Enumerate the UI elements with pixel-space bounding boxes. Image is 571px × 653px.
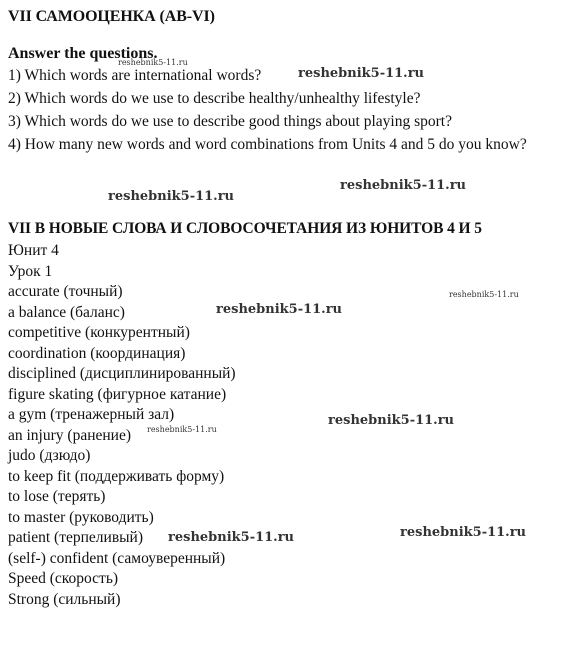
watermark: reshebnik5-11.ru xyxy=(340,178,467,193)
vocab-item: (self-) confident (самоуверенный) xyxy=(8,549,226,567)
questions-block xyxy=(8,44,564,156)
lesson-label: Урок 1 xyxy=(8,262,53,280)
unit-label: Юнит 4 xyxy=(8,242,59,259)
watermark: reshebnik5-11.ru xyxy=(147,425,217,434)
watermark: reshebnik5-11.ru xyxy=(168,530,295,545)
questions-title: Answer the questions. xyxy=(8,45,158,62)
watermark: reshebnik5-11.ru xyxy=(449,290,519,299)
vocab-item: a gym (тренажерный зал) xyxy=(8,406,175,423)
vocab-item: Strong (сильный) xyxy=(8,590,121,608)
question-3: 3) Which words do we use to describe good things about playing sport? xyxy=(8,113,452,130)
watermark: reshebnik5-11.ru xyxy=(118,58,188,67)
vocab-item: disciplined (дисциплинированный) xyxy=(8,365,236,382)
watermark: reshebnik5-11.ru xyxy=(298,66,425,81)
vocab-item: competitive (конкурентный) xyxy=(8,324,190,341)
vocab-item: an injury (ранение) xyxy=(8,426,132,444)
vocab-item: judo (дзюдо) xyxy=(8,447,91,464)
vocab-item: figure skating (фигурное катание) xyxy=(8,385,227,403)
watermark: reshebnik5-11.ru xyxy=(216,302,343,317)
question-1: 1) Which words are international words? xyxy=(8,67,262,84)
vocab-item: to lose (терять) xyxy=(8,488,106,505)
section-heading-new-words: VII В НОВЫЕ СЛОВА И СЛОВОСОЧЕТАНИЯ ИЗ ЮНИТОВ 4 И 5 xyxy=(8,220,482,237)
vocab-item: to master (руководить) xyxy=(8,508,154,526)
section-heading-self-assessment: VII САМООЦЕНКА (AB-VI) xyxy=(8,8,215,25)
question-4: 4) How many new words and word combinations from Units 4 and 5 do you know? xyxy=(8,136,527,153)
watermark: reshebnik5-11.ru xyxy=(328,413,455,428)
watermark: reshebnik5-11.ru xyxy=(108,189,235,204)
vocab-item: Speed (скорость) xyxy=(8,570,119,587)
vocab-item: to keep fit (поддерживать форму) xyxy=(8,467,225,485)
watermark: reshebnik5-11.ru xyxy=(400,525,527,540)
vocab-item: coordination (координация) xyxy=(8,344,186,362)
question-2: 2) Which words do we use to describe healthy/unhealthy lifestyle? xyxy=(8,90,421,107)
vocab-item: a balance (баланс) xyxy=(8,303,125,321)
vocab-item: accurate (точный) xyxy=(8,283,123,300)
vocab-item: patient (терпеливый) xyxy=(8,529,144,546)
